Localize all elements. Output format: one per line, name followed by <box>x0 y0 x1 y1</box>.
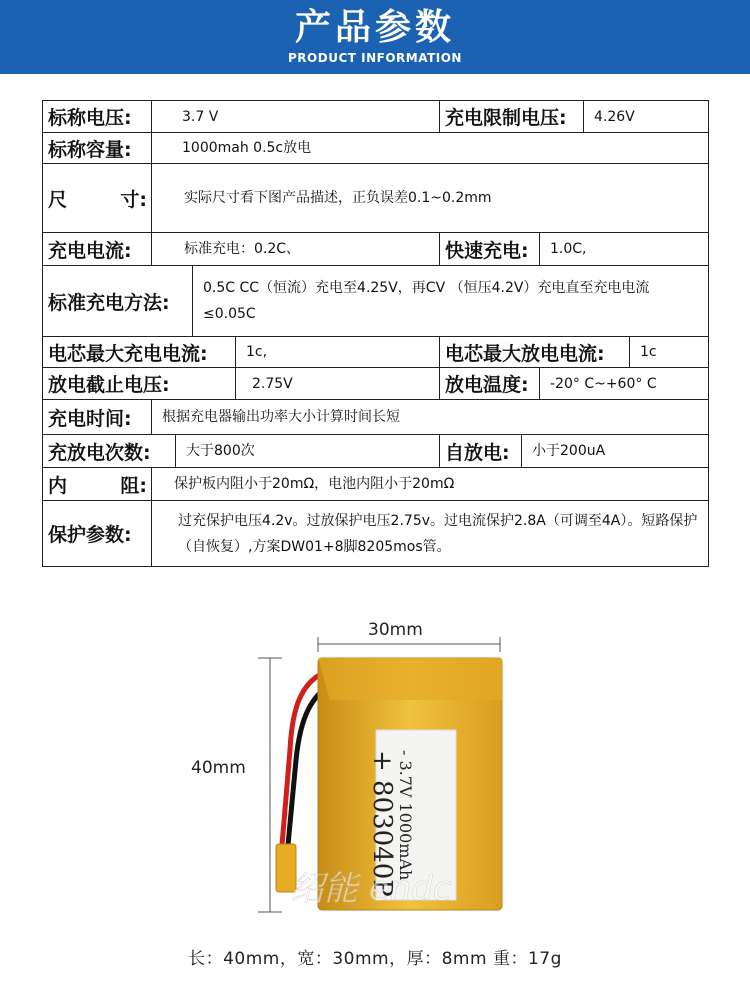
value-nominal-capacity: 1000mah 0.5c放电 <box>151 133 708 163</box>
value-standard-charge-method: 0.5C CC（恒流）充电至4.25V，再CV （恒压4.2V）充电直至充电电流≤0.05C <box>192 266 708 336</box>
table-row <box>43 337 708 368</box>
value-charge-current: 标准充电：0.2C、 <box>151 233 439 265</box>
table-row <box>43 435 708 468</box>
header-banner <box>0 0 750 74</box>
label-charge-limit-voltage: 充电限制电压: <box>439 101 583 132</box>
battery-label-line1: - 3.7V 1000mAh <box>396 750 415 881</box>
value-charge-limit-voltage: 4.26V <box>583 101 708 132</box>
label-self-discharge: 自放电: <box>439 435 521 467</box>
value-cell-max-charge-current: 1c, <box>235 337 439 367</box>
label-protection: 保护参数: <box>48 524 132 546</box>
value-cycle-count: 大于800次 <box>175 435 439 467</box>
value-protection: 过充保护电压4.2v。过放保护电压2.75v。过电流保护2.8A（可调至4A）。短路保护（自恢复）,方案DW01+8脚8205mos管。 <box>151 501 708 566</box>
value-discharge-cutoff-voltage: 2.75V <box>235 368 439 399</box>
label-size-b: 寸: <box>120 188 147 211</box>
battery-label-line2: + 803040P <box>367 750 397 897</box>
label-fast-charge: 快速充电: <box>439 233 539 265</box>
label-internal-resistance-a: 内 <box>48 474 68 497</box>
table-row <box>43 501 708 566</box>
banner-subtitle: PRODUCT INFORMATION <box>288 51 462 65</box>
table-row <box>43 101 708 133</box>
label-cycle-count: 充放电次数: <box>48 441 151 464</box>
dimensions-footer: 长：40mm，宽：30mm，厚：8mm 重：17g <box>188 949 562 969</box>
table-row <box>43 133 708 164</box>
table-row <box>43 233 708 266</box>
battery-drawing <box>0 600 750 930</box>
value-fast-charge: 1.0C, <box>539 233 708 265</box>
battery-top-fold <box>318 658 502 700</box>
label-nominal-voltage: 标称电压: <box>48 107 132 129</box>
width-dimension-label: 30mm <box>368 620 423 640</box>
label-size-a: 尺 <box>48 188 68 211</box>
height-dimension-label: 40mm <box>191 758 246 778</box>
value-size: 实际尺寸看下图产品描述，正负误差0.1~0.2mm <box>151 164 708 232</box>
table-row <box>43 468 708 501</box>
table-row <box>43 164 708 233</box>
table-row <box>43 368 708 400</box>
label-charge-time: 充电时间: <box>48 407 132 430</box>
value-cell-max-discharge-current: 1c <box>629 337 708 367</box>
label-cell-max-charge-current: 电芯最大充电电流: <box>48 342 208 365</box>
label-cell-max-discharge-current: 电芯最大放电电流: <box>439 337 629 367</box>
spec-table <box>42 100 709 567</box>
value-charge-time: 根据充电器输出功率大小计算时间长短 <box>151 400 708 434</box>
watermark-text: 绍能 endc <box>290 869 452 909</box>
value-nominal-voltage: 3.7 V <box>151 101 439 132</box>
value-internal-resistance: 保护板内阻小于20mΩ，电池内阻小于20mΩ <box>151 468 708 500</box>
value-discharge-temperature: -20° C~+60° C <box>539 368 708 399</box>
label-discharge-temperature: 放电温度: <box>439 368 539 399</box>
label-nominal-capacity: 标称容量: <box>48 138 132 161</box>
label-charge-current: 充电电流: <box>48 239 132 262</box>
battery-photo <box>0 600 750 930</box>
label-discharge-cutoff-voltage: 放电截止电压: <box>48 374 170 396</box>
label-size <box>43 164 151 232</box>
value-self-discharge: 小于200uA <box>521 435 708 467</box>
table-row <box>43 400 708 435</box>
label-standard-charge-method: 标准充电方法: <box>48 291 170 314</box>
banner-title: 产品参数 <box>294 7 455 48</box>
label-internal-resistance-b: 阻: <box>120 474 147 497</box>
label-internal-resistance <box>43 468 151 500</box>
table-row <box>43 266 708 337</box>
